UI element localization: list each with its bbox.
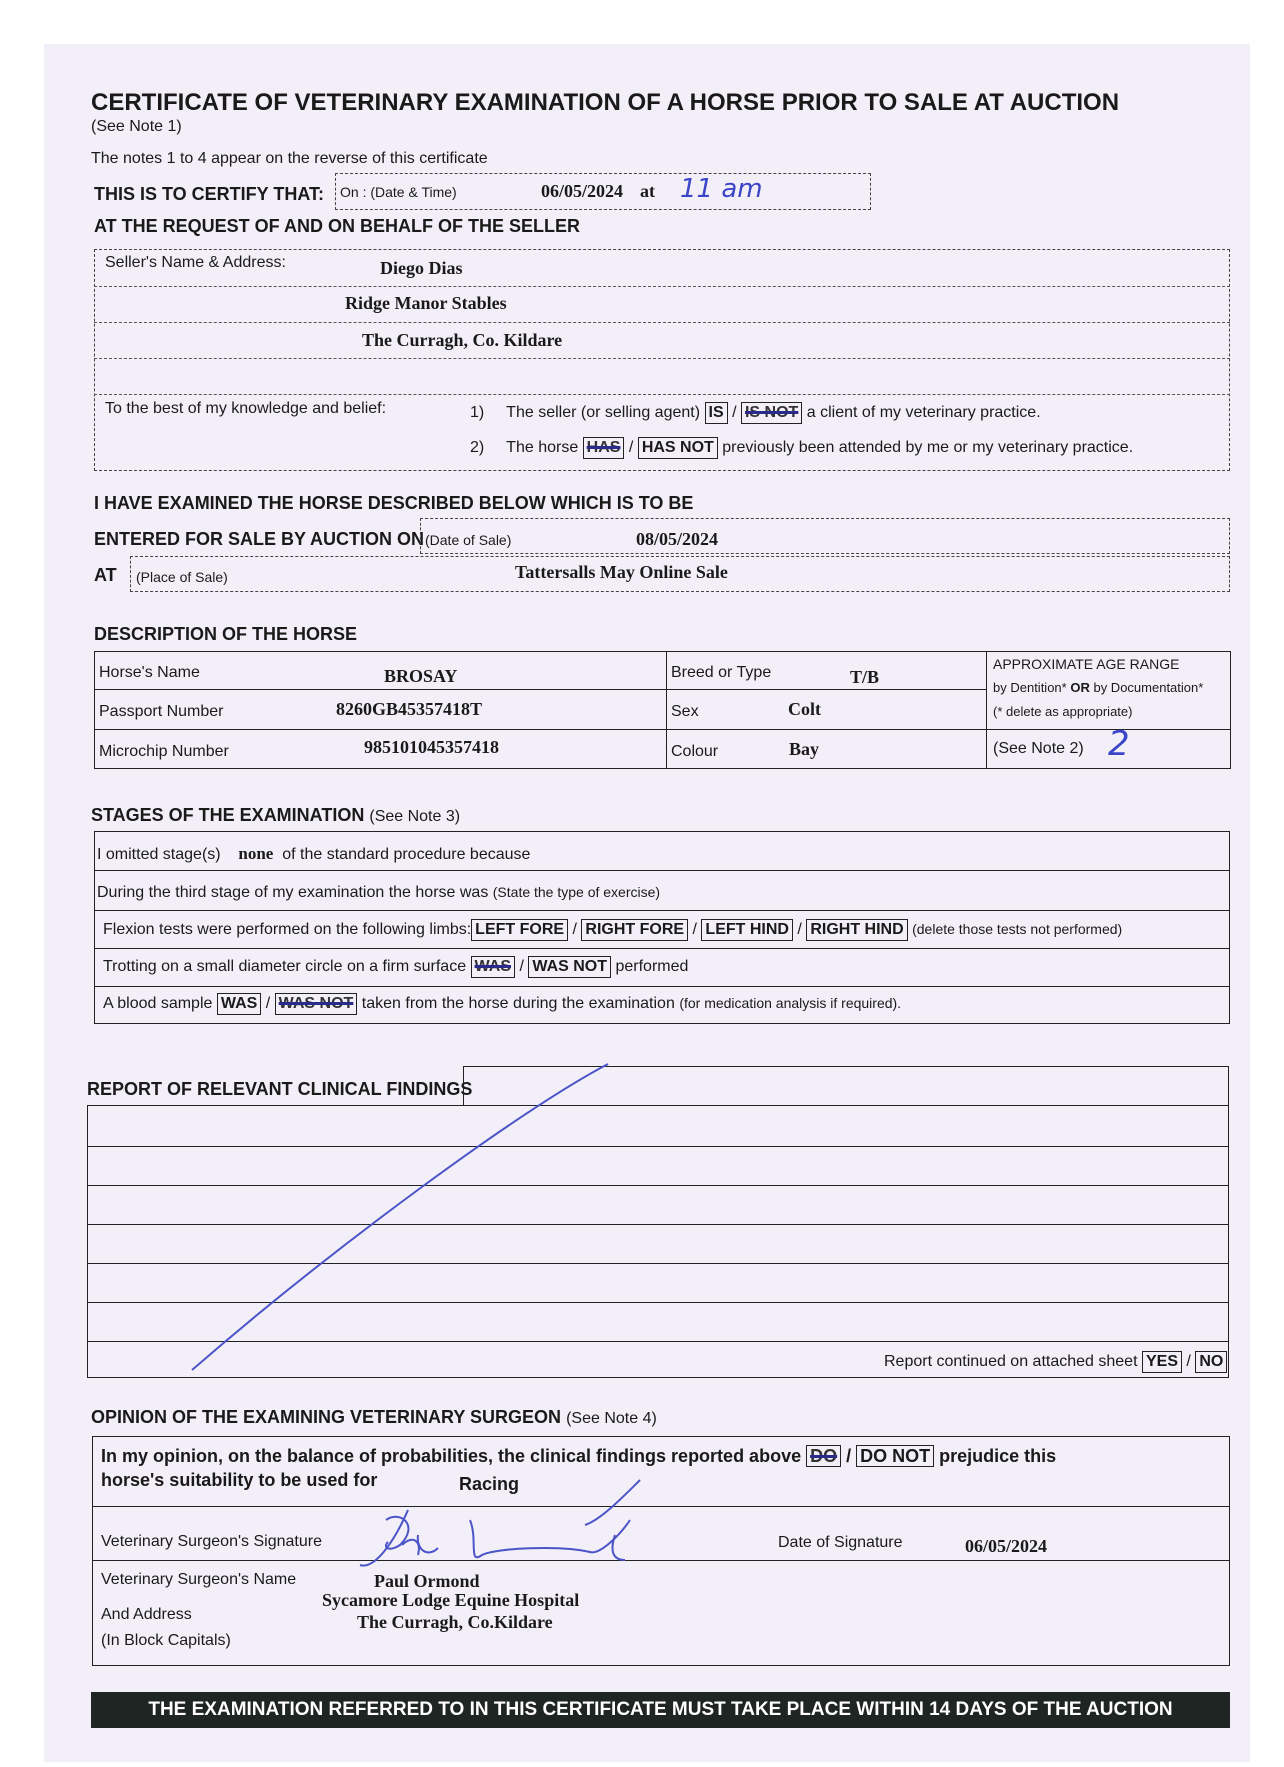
sale-place-label: (Place of Sale) [136, 569, 228, 585]
passport-number: 8260GB45357418T [336, 699, 483, 719]
signature-label: Veterinary Surgeon's Signature [101, 1533, 322, 1550]
sale-place: Tattersalls May Online Sale [515, 562, 728, 582]
vet-address-2: The Curragh, Co.Kildare [357, 1612, 553, 1632]
stages-omitted-row: I omitted stage(s) none of the standard procedure because [97, 844, 531, 863]
examined-line-2: ENTERED FOR SALE BY AUCTION ON [94, 529, 425, 549]
seller-label: Seller's Name & Address: [105, 254, 286, 271]
knowledge-label: To the best of my knowledge and belief: [105, 400, 387, 417]
age-handwritten: 2 [1108, 724, 1130, 764]
age-range-method: by Dentition* OR by Documentation* [993, 680, 1204, 695]
age-range-delete-note: (* delete as appropriate) [993, 704, 1133, 719]
vet-name-label: Veterinary Surgeon's Name [101, 1571, 297, 1588]
stages-flexion-row: Flexion tests were performed on the following limbs: LEFT FORE / RIGHT FORE / LEFT HIND / RIGHT HIND (delete those tests not performed) [103, 919, 1122, 941]
stages-heading: STAGES OF THE EXAMINATION (See Note 3) [91, 805, 461, 825]
footer-banner: THE EXAMINATION REFERRED TO IN THIS CERTIFICATE MUST TAKE PLACE WITHIN 14 DAYS OF THE AUCTION [91, 1692, 1230, 1728]
vet-name: Paul Ormond [374, 1571, 480, 1591]
seller-address-1: Ridge Manor Stables [345, 293, 507, 313]
vet-address-1: Sycamore Lodge Equine Hospital [322, 1590, 580, 1610]
exam-time-handwritten: 11 am [680, 174, 763, 204]
sex-label: Sex [671, 703, 699, 720]
certify-label: THIS IS TO CERTIFY THAT: [94, 184, 325, 204]
sex-value: Colt [788, 699, 821, 719]
seller-address-2: The Curragh, Co. Kildare [362, 330, 563, 350]
microchip-label: Microchip Number [99, 743, 229, 760]
opinion-statement: In my opinion, on the balance of probabilities, the clinical findings reported above DO / DO NOT prejudice this [101, 1446, 1057, 1466]
date-of-signature: 06/05/2024 [965, 1536, 1048, 1556]
see-note-1: (See Note 1) [91, 118, 182, 135]
exam-date: 06/05/2024 [541, 181, 624, 201]
intended-use: Racing [459, 1474, 520, 1494]
sale-place-at: AT [94, 565, 117, 585]
breed-label: Breed or Type [671, 664, 772, 681]
colour-value: Bay [789, 739, 820, 759]
age-see-note-2: (See Note 2) [993, 740, 1084, 757]
opinion-statement-line-2: horse's suitability to be used for [101, 1470, 378, 1490]
vet-address-label: And Address [101, 1606, 192, 1623]
horse-name-label: Horse's Name [99, 664, 200, 681]
description-heading: DESCRIPTION OF THE HORSE [94, 624, 358, 644]
breed-value: T/B [850, 667, 880, 687]
stages-blood-row: A blood sample WAS / WAS NOT taken from the horse during the examination (for medication analysis if required). [103, 993, 901, 1015]
block-capitals-label: (In Block Capitals) [101, 1632, 231, 1649]
sale-date: 08/05/2024 [636, 529, 719, 549]
examined-line-1: I HAVE EXAMINED THE HORSE DESCRIBED BELOW WHICH IS TO BE [94, 493, 694, 513]
date-of-signature-label: Date of Signature [778, 1534, 903, 1551]
report-heading: REPORT OF RELEVANT CLINICAL FINDINGS [87, 1079, 473, 1099]
certificate-title: CERTIFICATE OF VETERINARY EXAMINATION OF A HORSE PRIOR TO SALE AT AUCTION [91, 89, 1120, 116]
passport-label: Passport Number [99, 703, 224, 720]
age-range-heading: APPROXIMATE AGE RANGE [993, 656, 1180, 672]
stages-trotting-row: Trotting on a small diameter circle on a firm surface WAS / WAS NOT performed [103, 956, 688, 978]
colour-label: Colour [671, 743, 719, 760]
request-line: AT THE REQUEST OF AND ON BEHALF OF THE SELLER [94, 216, 580, 236]
notes-line: The notes 1 to 4 appear on the reverse of this certificate [91, 150, 488, 167]
knowledge-item1: 1) The seller (or selling agent) IS / IS NOT a client of my veterinary practice. [470, 402, 1041, 424]
knowledge-item2: 2) The horse HAS / HAS NOT previously been attended by me or my veterinary practice. [470, 437, 1133, 459]
exam-at: at [640, 181, 655, 201]
opinion-heading: OPINION OF THE EXAMINING VETERINARY SURGEON (See Note 4) [91, 1407, 657, 1427]
stages-exercise-row: During the third stage of my examination the horse was (State the type of exercise) [97, 884, 661, 901]
seller-name: Diego Dias [380, 258, 463, 278]
horse-name: BROSAY [384, 666, 458, 686]
microchip-number: 985101045357418 [364, 737, 499, 757]
report-continued-row: Report continued on attached sheet YES / NO [884, 1351, 1227, 1373]
date-time-label: On : (Date & Time) [340, 184, 457, 200]
sale-date-label: (Date of Sale) [425, 532, 512, 548]
